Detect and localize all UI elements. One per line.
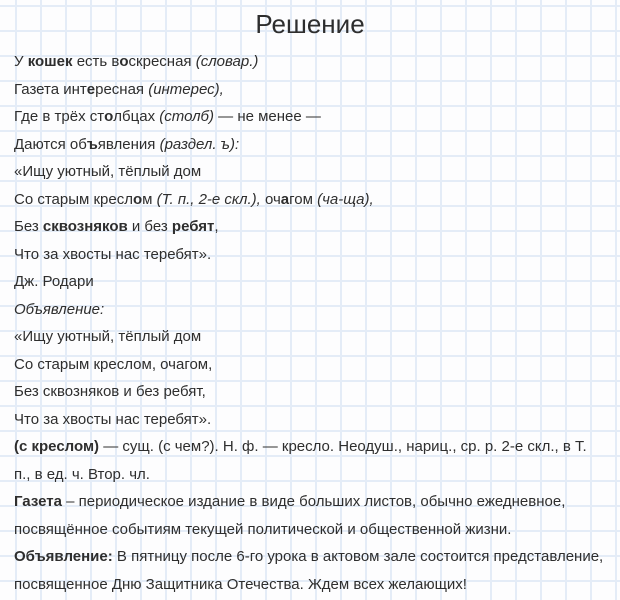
text-segment-normal: , — [214, 218, 219, 235]
text-segment-normal: «Ищу уютный, тёплый дом — [14, 328, 202, 345]
text-segment-italic: Объявление: — [14, 300, 105, 318]
text-segment-normal: Где в трёх ст — [14, 108, 105, 125]
text-segment-normal: ресная — [95, 80, 149, 98]
text-line — [14, 351, 606, 379]
text-segment-bold: о — [119, 53, 129, 70]
text-segment-italic: (Т. п., 2-е скл.), — [156, 190, 261, 208]
text-segment-normal: Что за хвосты нас теребят». — [14, 245, 212, 263]
text-line — [14, 378, 606, 406]
text-segment-italic: (ча-ща), — [317, 190, 374, 208]
text-segment-bold: о — [133, 190, 143, 208]
text-segment-normal: м — [142, 190, 157, 208]
text-line — [14, 131, 606, 159]
text-line — [14, 48, 606, 76]
text-segment-bold: ъ — [86, 135, 98, 153]
text-line — [14, 76, 606, 104]
page-title: Решение — [255, 9, 365, 39]
text-line — [14, 543, 606, 598]
text-segment-normal: – периодическое издание в виде больших листов, обычно ежедневное, посвящённое событиям текущей политической и общественной жизни. — [14, 493, 566, 538]
text-segment-bold: е — [86, 80, 96, 98]
text-segment-bold: о — [104, 108, 114, 125]
text-line — [14, 241, 606, 269]
text-line — [14, 406, 606, 434]
text-segment-normal: Со старым кресл — [14, 190, 133, 208]
text-line — [14, 213, 606, 241]
text-segment-bold: ребят — [171, 218, 215, 235]
text-segment-normal: Даются об — [14, 135, 87, 153]
text-line — [14, 296, 606, 324]
text-segment-normal: и без — [127, 218, 172, 235]
text-segment-normal: Со старым креслом, очагом, — [14, 355, 213, 373]
text-segment-italic: (раздел. ъ): — [159, 135, 240, 153]
text-line — [14, 186, 606, 214]
text-segment-normal: Без сквозняков и без ребят, — [14, 383, 206, 400]
text-line — [14, 323, 606, 351]
text-segment-bold: Газета — [14, 493, 62, 510]
text-segment-normal: оч — [260, 190, 281, 208]
text-segment-normal: — не менее — — [213, 108, 321, 125]
text-segment-bold: (с креслом) — [14, 438, 100, 455]
text-segment-italic: (словар.) — [195, 53, 259, 70]
text-segment-normal: В пятницу после 6-го урока в актовом зале состоится представление, посвященное Дню Защитника Отечества. Ждем всех желающих! — [14, 548, 604, 593]
text-segment-bold: Объявление: — [14, 548, 113, 565]
text-line — [14, 433, 606, 488]
text-segment-italic: (интерес), — [148, 80, 224, 98]
text-line — [14, 158, 606, 186]
text-segment-normal: — сущ. (с чем?). Н. ф. — кресло. Неодуш., нариц., ср. р. 2-е скл., в Т. п., в ед. ч. Втор. чл. — [14, 438, 587, 483]
text-segment-normal: Дж. Родари — [14, 273, 94, 290]
text-segment-normal: явления — [97, 135, 160, 153]
text-segment-normal: Без — [14, 218, 43, 235]
text-segment-normal: «Ищу уютный, тёплый дом — [14, 163, 202, 180]
text-line — [14, 488, 606, 543]
solution-content — [14, 48, 606, 598]
text-line — [14, 268, 606, 296]
text-segment-bold: а — [280, 190, 290, 208]
text-segment-normal: лбцах — [113, 108, 160, 125]
text-segment-normal: гом — [289, 190, 318, 208]
text-line — [14, 103, 606, 131]
text-segment-normal: У — [14, 53, 28, 70]
text-segment-bold: сквозняков — [42, 218, 128, 235]
text-segment-normal: есть в — [72, 53, 120, 70]
text-segment-normal: скресная — [128, 53, 196, 70]
text-segment-normal: Что за хвосты нас теребят». — [14, 410, 212, 428]
text-segment-bold: кошек — [27, 53, 73, 70]
text-segment-italic: (столб) — [159, 108, 214, 125]
text-segment-normal: Газета инт — [14, 80, 87, 98]
